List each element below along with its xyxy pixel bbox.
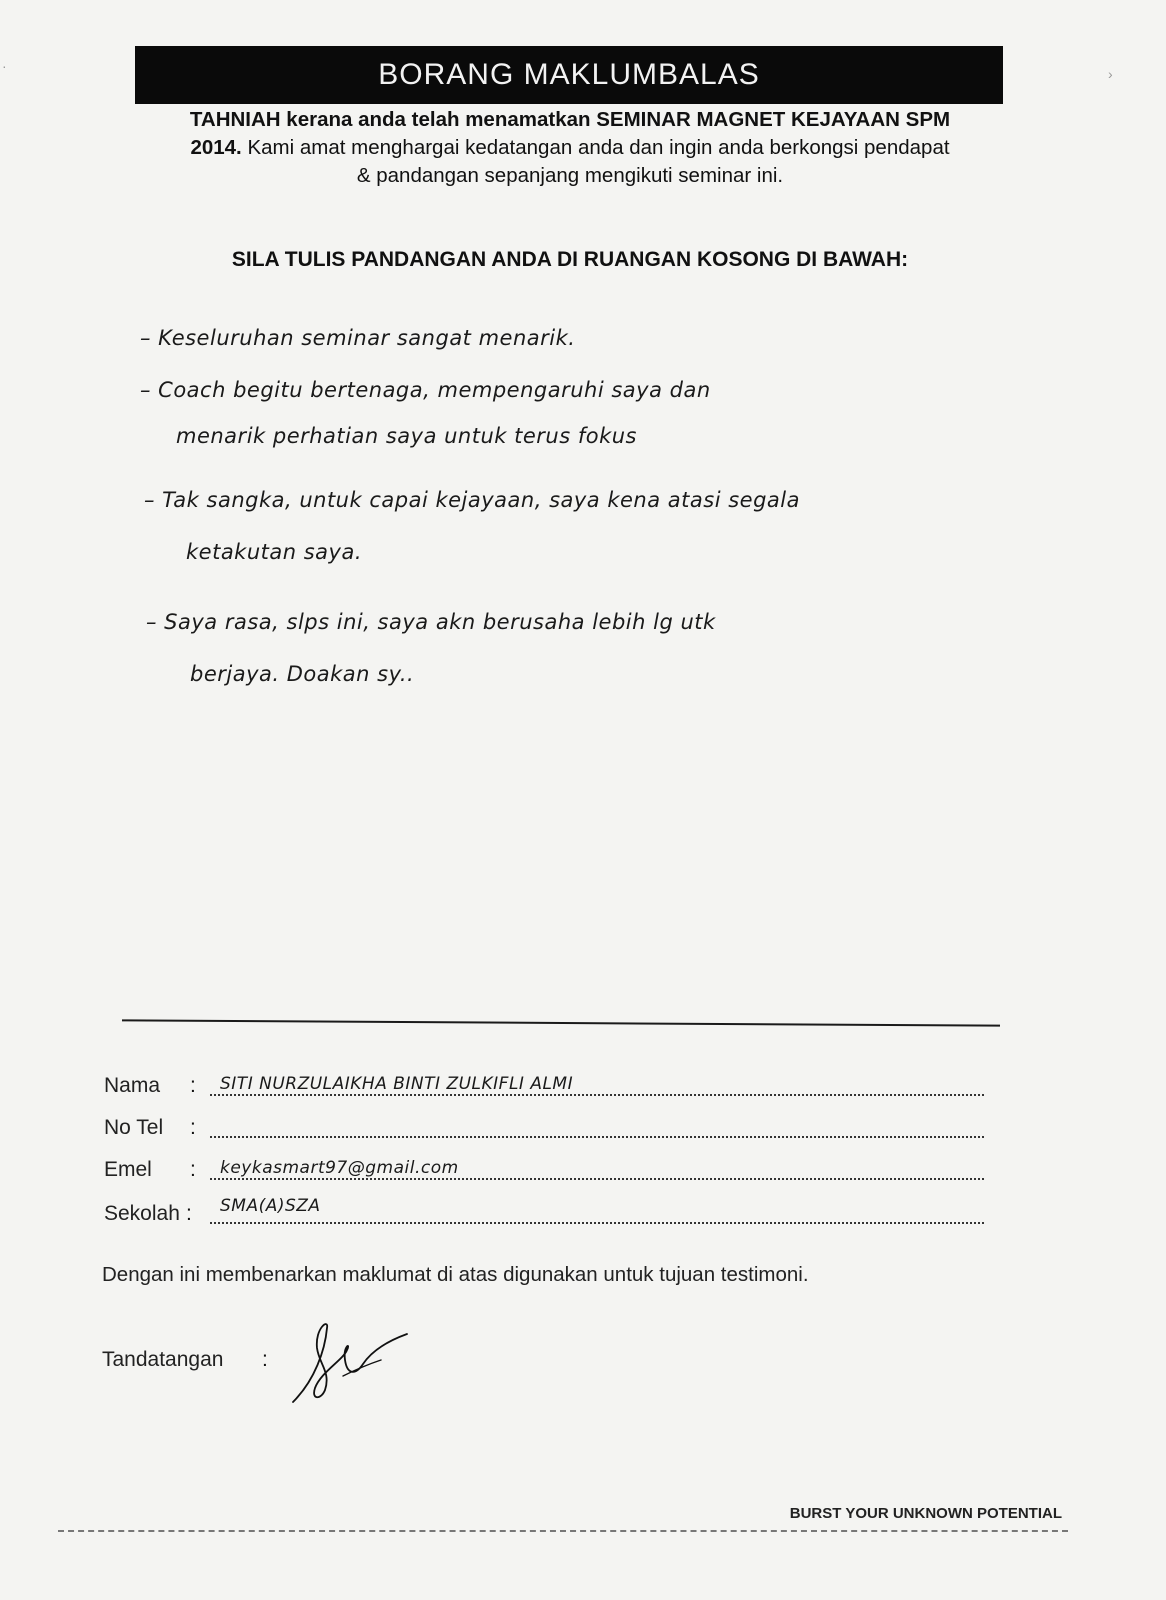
name-value: SITI NURZULAIKHA BINTI ZULKIFLI ALMI (220, 1074, 574, 1094)
intro-paragraph (130, 106, 1010, 190)
form-title: BORANG MAKLUMBALAS (135, 46, 1003, 104)
section-divider (122, 1019, 1000, 1026)
school-value: SMA(A)SZA (220, 1196, 321, 1216)
signature-colon: : (262, 1348, 268, 1371)
consent-statement: Dengan ini membenarkan maklumat di atas digunakan untuk tujuan testimoni. (102, 1263, 809, 1286)
school-colon: : (186, 1202, 192, 1225)
name-colon: : (190, 1074, 196, 1097)
school-label: Sekolah (104, 1202, 180, 1225)
footer-line (58, 1530, 1068, 1532)
signature-scribble[interactable] (285, 1320, 425, 1410)
email-label: Emel (104, 1158, 152, 1181)
signature-label: Tandatangan (102, 1348, 224, 1371)
feedback-line: ketakutan saya. (186, 540, 363, 564)
footer-tagline: BURST YOUR UNKNOWN POTENTIAL (789, 1505, 1062, 1522)
scan-edge-mark: › (1108, 66, 1113, 82)
intro-line-2-bold: 2014. (190, 136, 242, 159)
instruction-heading: SILA TULIS PANDANGAN ANDA DI RUANGAN KOSONG DI BAWAH: (231, 248, 909, 271)
name-dotted-line (210, 1094, 984, 1096)
name-label: Nama (104, 1074, 161, 1097)
school-field[interactable] (104, 1190, 984, 1230)
phone-label: No Tel (104, 1116, 164, 1139)
feedback-line: menarik perhatian saya untuk terus fokus (176, 424, 637, 448)
intro-line-2: Kami amat menghargai kedatangan anda dan ingin anda berkongsi pendapat (241, 136, 950, 159)
feedback-line: berjaya. Doakan sy.. (190, 662, 415, 686)
feedback-line: – Keseluruhan seminar sangat menarik. (140, 326, 576, 350)
feedback-line: – Tak sangka, untuk capai kejayaan, saya kena atasi segala (144, 488, 800, 512)
school-dotted-line (210, 1222, 984, 1224)
email-dotted-line (210, 1178, 984, 1180)
feedback-line: – Coach begitu bertenaga, mempengaruhi saya dan (140, 378, 711, 402)
phone-colon: : (190, 1116, 196, 1139)
email-field[interactable] (104, 1146, 984, 1186)
intro-line-3: & pandangan sepanjang mengikuti seminar ini. (356, 164, 784, 187)
feedback-line: – Saya rasa, slps ini, saya akn berusaha lebih lg utk (146, 610, 716, 634)
phone-dotted-line (210, 1136, 984, 1138)
email-value: keykasmart97@gmail.com (220, 1158, 459, 1178)
name-field[interactable] (104, 1062, 984, 1102)
phone-field[interactable] (104, 1104, 984, 1144)
scan-edge-mark: · (2, 58, 7, 74)
email-colon: : (190, 1158, 196, 1181)
intro-line-1: TAHNIAH kerana anda telah menamatkan SEMINAR MAGNET KEJAYAAN SPM (189, 108, 951, 131)
